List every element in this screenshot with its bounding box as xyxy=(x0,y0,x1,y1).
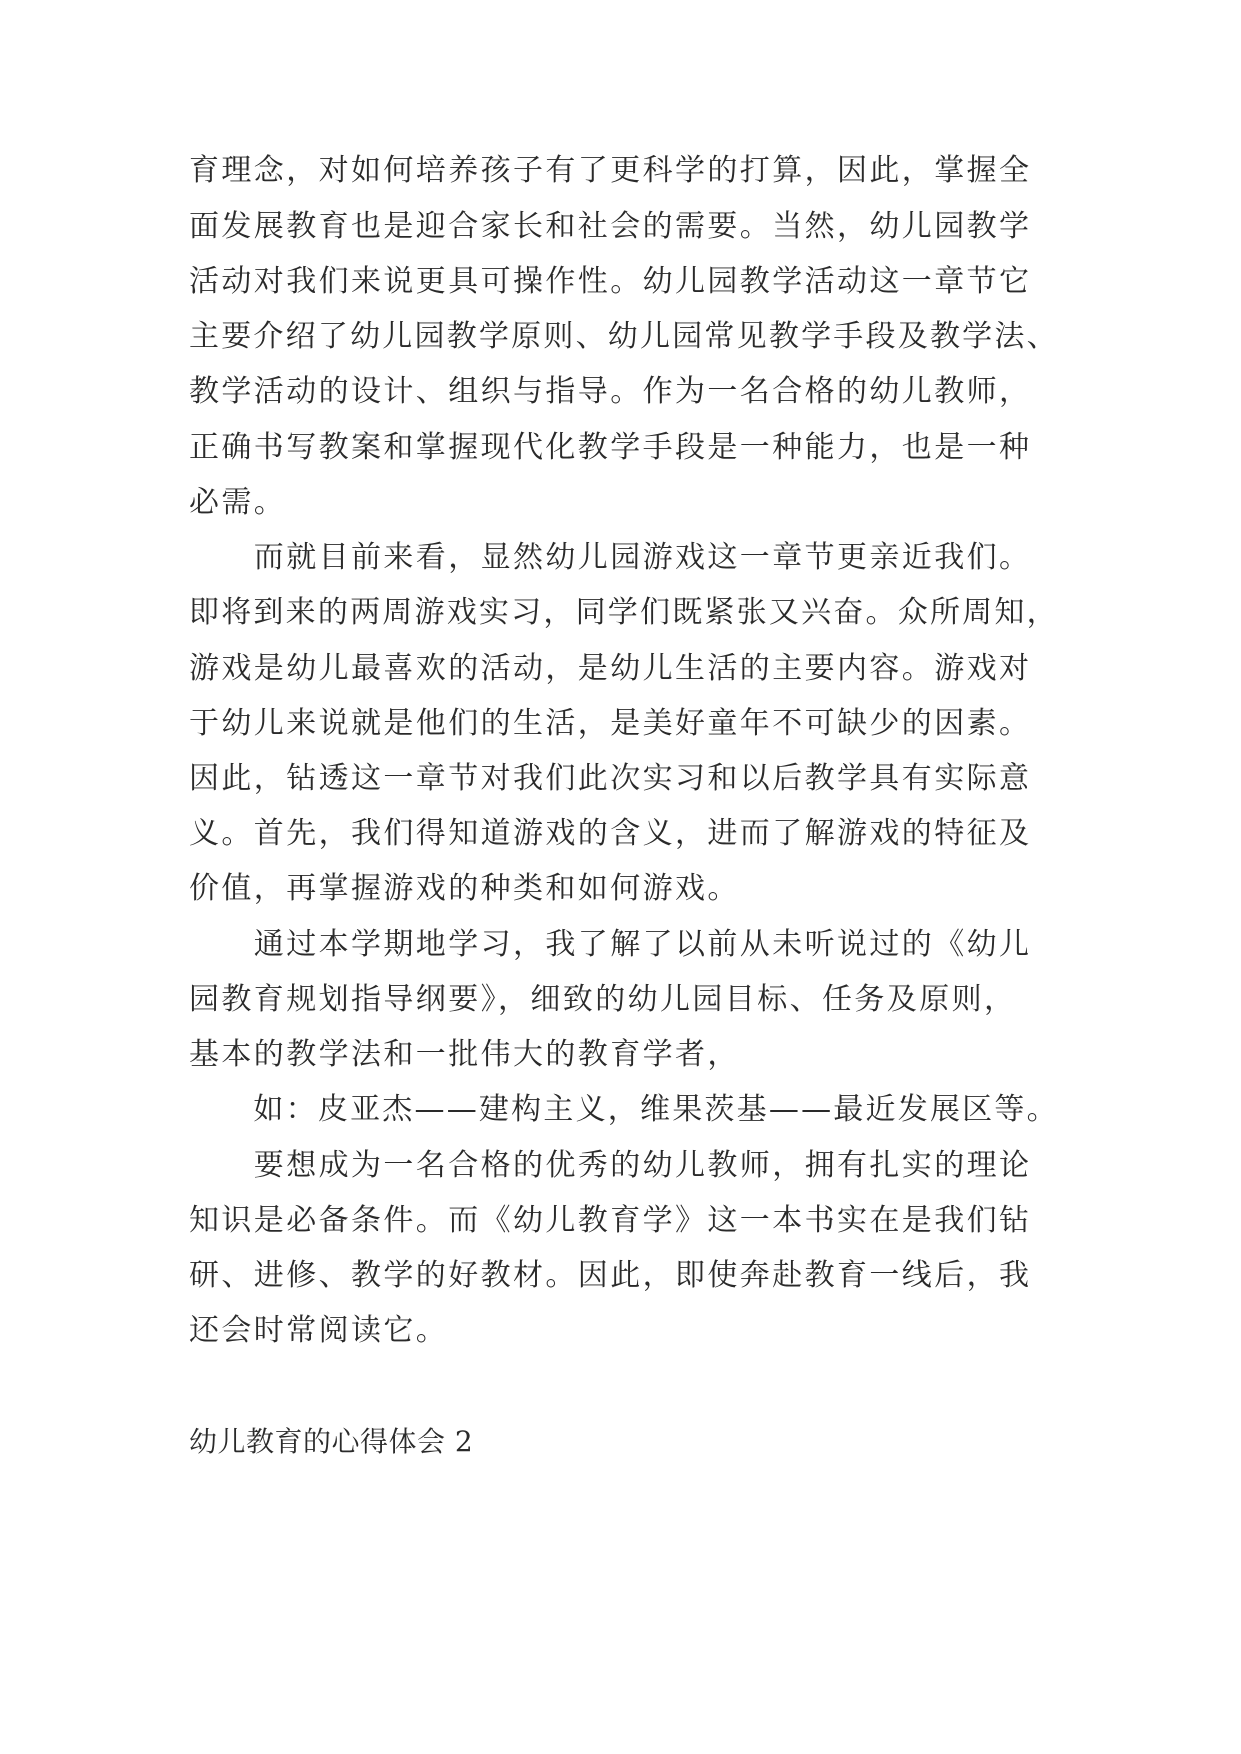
text-line: 要想成为一名合格的优秀的幼儿教师，拥有扎实的理论 xyxy=(189,1148,1032,1183)
text-line: 正确书写教案和掌握现代化教学手段是一种能力，也是一种 xyxy=(189,430,1032,465)
text-line: 园教育规划指导纲要》，细致的幼儿园目标、任务及原则， xyxy=(189,982,1017,1017)
text-line: 还会时常阅读它。 xyxy=(189,1313,449,1348)
text-line: 即将到来的两周游戏实习，同学们既紧张又兴奋。众所周知， xyxy=(189,595,1059,630)
text-line: 面发展教育也是迎合家长和社会的需要。当然，幼儿园教学 xyxy=(189,209,1032,244)
text-line: 于幼儿来说就是他们的生活，是美好童年不可缺少的因素。 xyxy=(189,706,1032,741)
text-line: 价值，再掌握游戏的种类和如何游戏。 xyxy=(189,871,740,906)
text-line: 而就目前来看，显然幼儿园游戏这一章节更亲近我们。 xyxy=(189,540,1032,575)
text-line: 主要介绍了幼儿园教学原则、幼儿园常见教学手段及教学法、 xyxy=(189,319,1059,354)
text-line: 育理念，对如何培养孩子有了更科学的打算，因此，掌握全 xyxy=(189,153,1032,188)
text-line: 基本的教学法和一批伟大的教育学者， xyxy=(189,1037,740,1072)
text-line: 研、进修、教学的好教材。因此，即使奔赴教育一线后，我 xyxy=(189,1258,1032,1293)
text-line: 必需。 xyxy=(189,485,287,520)
text-line: 因此，钻透这一章节对我们此次实习和以后教学具有实际意 xyxy=(189,761,1032,796)
text-line: 通过本学期地学习，我了解了以前从未听说过的《幼儿 xyxy=(189,927,1032,962)
text-line: 义。首先，我们得知道游戏的含义，进而了解游戏的特征及 xyxy=(189,816,1032,851)
text-line: 教学活动的设计、组织与指导。作为一名合格的幼儿教师， xyxy=(189,374,1032,409)
text-line: 游戏是幼儿最喜欢的活动，是幼儿生活的主要内容。游戏对 xyxy=(189,651,1032,686)
text-line: 活动对我们来说更具可操作性。幼儿园教学活动这一章节它 xyxy=(189,264,1032,299)
section-heading: 幼儿教育的心得体会 2 xyxy=(189,1425,474,1458)
text-line: 如：皮亚杰——建构主义，维果茨基——最近发展区等。 xyxy=(189,1092,1059,1127)
text-line: 知识是必备条件。而《幼儿教育学》这一本书实在是我们钻 xyxy=(189,1203,1032,1238)
